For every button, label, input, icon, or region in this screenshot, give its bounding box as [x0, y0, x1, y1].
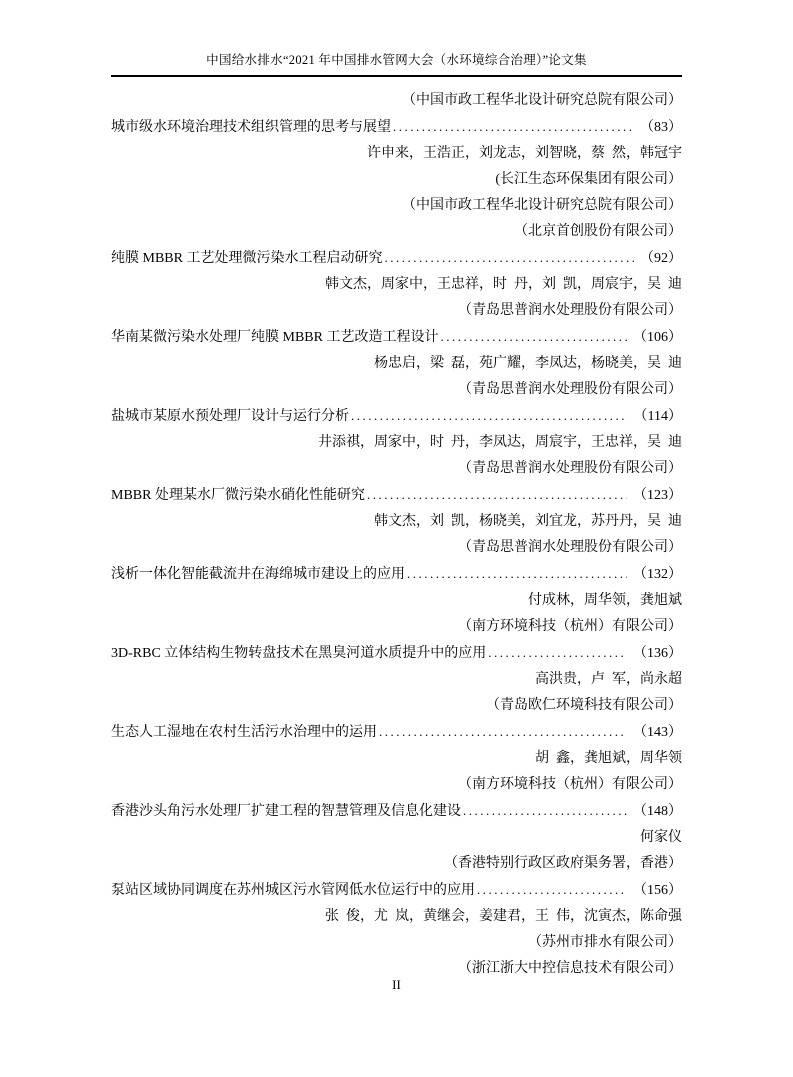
- entry-authors: 高洪贵，卢 军，尚永超: [535, 672, 682, 687]
- entry-title: 泵站区域协同调度在苏州城区污水管网低水位运行中的应用: [111, 883, 475, 898]
- entry-title: 生态人工湿地在农村生活污水治理中的运用: [111, 725, 377, 740]
- entry-affiliation: （青岛思普润水处理股份有限公司）: [458, 303, 682, 318]
- toc-title-line: [111, 877, 682, 904]
- entry-title: 华南某微污染水处理厂纯膜 MBBR 工艺改造工程设计: [111, 330, 439, 345]
- entry-authors: 许申来，王浩正，刘龙志，刘智晓，蔡 然，韩冠宇: [367, 146, 682, 161]
- toc-title-line: [111, 245, 682, 272]
- entry-affiliation: （南方环境科技（杭州）有限公司）: [458, 777, 682, 792]
- entry-title: 盐城市某原水预处理厂设计与运行分析: [111, 409, 349, 424]
- toc-title-line: [111, 482, 682, 509]
- entry-affiliation: （青岛思普润水处理股份有限公司）: [458, 540, 682, 555]
- entry-affiliation: （中国市政工程华北设计研究总院有限公司）: [402, 93, 682, 108]
- entry-page-number: （136）: [633, 646, 682, 661]
- entry-title: 浅析一体化智能截流井在海绵城市建设上的应用: [111, 567, 405, 582]
- entry-affiliation: (长江生态环保集团有限公司）: [495, 172, 682, 187]
- toc-entry: [111, 640, 682, 719]
- dot-leader: [477, 877, 627, 904]
- toc-title-line: [111, 719, 682, 746]
- dot-leader: [488, 640, 627, 667]
- dot-leader: [367, 482, 627, 509]
- entry-page-number: （132）: [633, 567, 682, 582]
- header-rule: [111, 75, 682, 77]
- dot-leader: [440, 324, 627, 351]
- toc-entry: [111, 482, 682, 561]
- entry-authors: 何家仪: [640, 830, 682, 845]
- header-title: 中国给水排水“2021 年中国排水管网大会（水环境综合治理）”论文集: [206, 53, 587, 67]
- entry-affiliation: （北京首创股份有限公司）: [514, 224, 682, 239]
- entry-title: 纯膜 MBBR 工艺处理微污染水工程启动研究: [111, 251, 383, 266]
- dot-leader: [463, 798, 627, 825]
- toc-list: [111, 88, 682, 982]
- toc-entry: [111, 403, 682, 482]
- entry-authors: 井添祺，周家中，时 丹，李凤达，周宸宇，王忠祥，吴 迪: [318, 435, 682, 450]
- entry-affiliation: （苏州市排水有限公司）: [528, 935, 682, 950]
- entry-page-number: （83）: [640, 120, 682, 135]
- entry-page-number: （148）: [633, 804, 682, 819]
- entry-authors: 韩文杰，刘 凯，杨晓美，刘宜龙，苏丹丹，吴 迪: [374, 514, 682, 529]
- entry-affiliation: （青岛思普润水处理股份有限公司）: [458, 461, 682, 476]
- entry-page-number: （156）: [633, 883, 682, 898]
- page-header: [111, 50, 682, 77]
- entry-page-number: （106）: [633, 330, 682, 345]
- toc-entry: [111, 114, 682, 245]
- toc-entry: [111, 561, 682, 640]
- toc-entry: [111, 719, 682, 798]
- toc-title-line: [111, 561, 682, 588]
- entry-affiliation: （浙江浙大中控信息技术有限公司）: [458, 961, 682, 976]
- entry-affiliation: （香港特别行政区政府渠务署，香港）: [444, 856, 682, 871]
- toc-entry: [111, 245, 682, 324]
- page-footer: [0, 977, 793, 993]
- entry-page-number: （92）: [640, 251, 682, 266]
- dot-leader: [407, 561, 627, 588]
- entry-affiliation: （青岛欧仁环境科技有限公司）: [486, 698, 682, 713]
- toc-entry: [111, 877, 682, 982]
- entry-authors: 付成林，周华领，龚旭斌: [528, 593, 682, 608]
- toc-title-line: [111, 798, 682, 825]
- entry-authors: 杨忠启，梁 磊，苑广耀，李凤达，杨晓美，吴 迪: [374, 356, 682, 371]
- entry-page-number: （123）: [633, 488, 682, 503]
- toc-entry: [111, 88, 682, 114]
- entry-affiliation: （青岛思普润水处理股份有限公司）: [458, 382, 682, 397]
- toc-title-line: [111, 403, 682, 430]
- entry-affiliation: （中国市政工程华北设计研究总院有限公司）: [402, 198, 682, 213]
- dot-leader: [379, 719, 627, 746]
- entry-title: MBBR 处理某水厂微污染水硝化性能研究: [111, 488, 365, 503]
- entry-title: 香港沙头角污水处理厂扩建工程的智慧管理及信息化建设: [111, 804, 461, 819]
- toc-entry: [111, 324, 682, 403]
- dot-leader: [351, 403, 628, 430]
- entry-authors: 胡 鑫，龚旭斌，周华领: [535, 751, 682, 766]
- toc-entry: [111, 798, 682, 877]
- dot-leader: [384, 245, 634, 272]
- toc-title-line: [111, 640, 682, 667]
- entry-authors: 张 俊，尤 岚，黄继会，姜建君，王 伟，沈寅杰，陈命强: [325, 909, 682, 924]
- toc-title-line: [111, 114, 682, 141]
- entry-page-number: （114）: [633, 409, 682, 424]
- entry-title: 3D-RBC 立体结构生物转盘技术在黑臭河道水质提升中的应用: [111, 646, 487, 661]
- entry-authors: 韩文杰，周家中，王忠祥，时 丹，刘 凯，周宸宇，吴 迪: [325, 277, 682, 292]
- entry-title: 城市级水环境治理技术组织管理的思考与展望: [111, 120, 391, 135]
- dot-leader: [393, 114, 634, 141]
- page-number: II: [392, 977, 401, 992]
- toc-title-line: [111, 324, 682, 351]
- entry-page-number: （143）: [633, 725, 682, 740]
- entry-affiliation: （南方环境科技（杭州）有限公司）: [458, 619, 682, 634]
